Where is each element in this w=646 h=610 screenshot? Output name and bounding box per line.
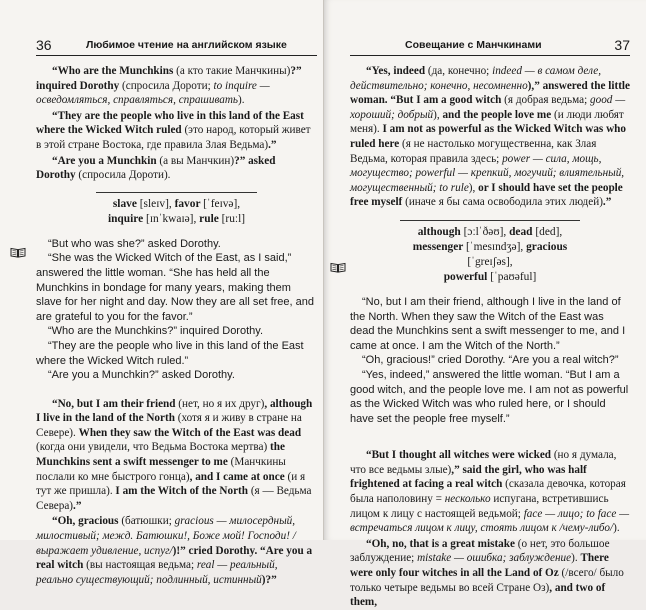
text-run: ), xyxy=(433,108,443,121)
text-run: powerful xyxy=(443,270,491,283)
text-run: [ruːl] xyxy=(221,212,246,225)
text-run: [ˈgreɪʃəs], xyxy=(467,255,513,268)
text-run: real — реальный, реально существующий; подлинный, истинный xyxy=(36,559,278,586)
right-running-title: Совещание с Манчкинами xyxy=(405,39,542,51)
text-run: gracious — милосердный, милостивый; межд. Батюшки!, Боже мой! Господи! /выражает удивление, испуг/ xyxy=(36,515,296,557)
vocab-line xyxy=(96,197,257,212)
text-run: (когда они увидели, что Ведьма Востока мертва) xyxy=(36,441,270,454)
text-run: There were only four witches in all the Land of Oz xyxy=(350,552,609,580)
text-run: “No, but I am their friend xyxy=(52,397,179,410)
paragraph xyxy=(36,64,317,108)
text-run: “Are you a Munchkin xyxy=(52,154,160,167)
text-run: )?” xyxy=(261,573,277,586)
text-run: испугана, встретившись лицом к лицу с настоящей ведьмой; xyxy=(350,493,609,520)
paragraph xyxy=(36,514,317,587)
text-run: (а кто такие Манчкины) xyxy=(176,65,291,77)
right-page-number: 37 xyxy=(614,37,630,53)
text-run: favor xyxy=(174,197,204,210)
right-vocabulary-box xyxy=(400,220,580,285)
text-run: несколько xyxy=(444,493,491,506)
text-run: (хотя я и живу в стране на Севере). xyxy=(36,412,302,439)
english-paragraph: “Oh, gracious!” cried Dorothy. “Are you a real witch?” xyxy=(362,354,619,367)
text-run: “Oh, gracious xyxy=(52,515,122,528)
text-run: .” xyxy=(602,196,612,209)
left-running-title: Любимое чтение на английском языке xyxy=(86,39,287,51)
text-run: and the people love me xyxy=(442,108,555,121)
text-run: ,” said the girl, who was half frightened at facing a real witch xyxy=(350,463,587,491)
right-running-header xyxy=(350,33,630,56)
right-annotated-text-1 xyxy=(350,64,630,210)
text-run: ). xyxy=(238,94,245,107)
text-run: , and two of them, xyxy=(350,581,606,609)
text-run: , although I live in the land of the North xyxy=(36,397,313,425)
text-run: .” xyxy=(73,499,82,512)
text-run: I am the Witch of the North xyxy=(115,485,251,498)
open-book-icon xyxy=(330,262,346,273)
paragraph xyxy=(350,537,630,610)
text-run: (сказала девочка, которая была наполовину = xyxy=(350,478,626,506)
paragraph xyxy=(36,109,317,153)
english-paragraph: “Are you a Munchkin?” asked Dorothy. xyxy=(48,369,235,382)
right-english-original xyxy=(350,295,630,426)
text-run: (я — Ведьма Севера) xyxy=(36,485,312,512)
text-run: indeed — в самом деле, действительно; конечно, несомненно xyxy=(350,65,602,92)
text-run: (я не настолько могущественна, как Злая Ведьма, которая правила здесь; xyxy=(350,137,597,165)
text-run: [sleɪv], xyxy=(139,197,175,210)
text-run: [ˈmesɪndʒə], xyxy=(466,240,527,253)
text-run: (но я думала, что все ведьмы злые) xyxy=(350,449,617,476)
paragraph xyxy=(350,448,630,536)
right-annotated-text-2 xyxy=(350,448,630,610)
text-run: [ɔːlˈðəʊ], xyxy=(463,225,510,238)
text-run: (батюшки; xyxy=(121,515,175,528)
open-book-icon xyxy=(10,247,26,258)
text-run: “They are the people who live in this land of the East where the Wicked Witch ruled xyxy=(36,109,304,137)
text-run: (/всего/ было только четыре ведьмы во всей Стране Оз) xyxy=(350,567,624,594)
text-run: [ded], xyxy=(535,225,563,238)
vocab-line xyxy=(96,212,257,227)
text-run: “But I thought all witches were wicked xyxy=(366,449,554,462)
text-run: [ɪnˈkwaɪə], xyxy=(146,212,200,225)
text-run: inquire xyxy=(107,212,147,225)
english-paragraph: “But who was she?” asked Dorothy. xyxy=(48,237,221,250)
paragraph xyxy=(36,397,317,514)
text-run: (да, конечно; xyxy=(427,65,493,77)
left-annotated-text-1 xyxy=(36,64,317,183)
english-paragraph: “Who are the Munchkins?” inquired Dorothy. xyxy=(48,325,264,338)
text-run: (о нет, это большое заблуждение; xyxy=(350,537,610,565)
left-page-number: 36 xyxy=(36,37,52,53)
text-run: slave xyxy=(112,197,140,210)
text-run: (спросила Дороти; xyxy=(122,79,214,92)
text-run: gracious xyxy=(526,240,568,253)
text-run: although xyxy=(417,225,464,238)
text-run: to inquire — осведомляться, справляться, спрашивать xyxy=(36,79,270,107)
text-run: (и я тут же пришла). xyxy=(36,470,306,498)
text-run: mistake — ошибка; заблуждение xyxy=(417,552,572,565)
text-run: (нет, но я их друг) xyxy=(178,397,265,410)
text-run: (а вы Манчкин) xyxy=(159,154,235,167)
text-run: (Манчкины послали ко мне быстрого гонца) xyxy=(36,456,286,483)
text-run: “Oh, no, that is a great mistake xyxy=(366,537,518,550)
english-paragraph: “She was the Wicked Witch of the East, as I said,” answered the little woman. “She has held all the Munchkins in bondage for many years, making them slave for her night and day. Now they are all set free, and are grateful to you for the favor.” xyxy=(36,252,315,323)
text-run: (и люди любят меня). xyxy=(350,108,624,136)
text-run: rule xyxy=(199,212,222,225)
english-paragraph: “They are the people who live in this land of the East where the Wicked Witch ruled.” xyxy=(36,339,304,367)
text-run: , and I came at once xyxy=(189,470,288,483)
text-run: messenger xyxy=(412,240,466,253)
text-run: ?” asked Dorothy xyxy=(36,154,276,182)
text-run: ),” answered the little woman. “But I am a good witch xyxy=(350,79,630,107)
left-running-header xyxy=(36,33,317,56)
english-paragraph: “Yes, indeed,” answered the little woman. “But I am a good witch, and the people love me. I am not as powerful as the Wicked Witch was who ruled here, or I should have set the people free myself.” xyxy=(350,368,629,425)
text-run: dead xyxy=(509,225,536,238)
text-run: )!” cried Dorothy. “Are you a real witch xyxy=(36,544,313,572)
text-run: ), xyxy=(468,181,479,194)
text-run: power — сила, мощь, могущество; powerful — крепкий, могучий; влиятельный, могущественный; to rule xyxy=(350,152,625,194)
left-annotated-text-2 xyxy=(36,397,317,588)
text-run: [ˈpaʊəful] xyxy=(490,270,537,283)
text-run: face — лицо; to face — встречаться лицом к лицу, стоять лицом к /чему-либо/ xyxy=(350,507,630,535)
vocab-line xyxy=(400,270,580,285)
english-paragraph: “No, but I am their friend, although I live in the land of the North. When they saw the Witch of the East was dead the Munchkins sent a swift messenger to me, and I came at once. I am the Witch of the North.” xyxy=(350,295,626,352)
paragraph xyxy=(350,64,630,210)
text-run: .” xyxy=(268,138,277,151)
vocab-line xyxy=(400,225,580,240)
left-english-original xyxy=(36,237,317,383)
text-run: ). xyxy=(613,522,620,535)
text-run: ). xyxy=(571,552,581,565)
text-run: (это народ, который живет в этой стране Востока, где правила Злая Ведьма) xyxy=(36,124,311,151)
paragraph xyxy=(36,154,317,183)
text-run: When they saw the Witch of the East was dead xyxy=(78,426,302,439)
text-run: “Who are the Munchkins xyxy=(52,65,177,77)
right-page xyxy=(323,0,646,609)
text-run: (я добрая ведьма; xyxy=(504,94,591,107)
left-vocabulary-box xyxy=(96,192,257,227)
text-run: good — хороший; добрый xyxy=(350,94,626,121)
text-run: (вы настоящая ведьма; xyxy=(86,559,197,572)
text-run: the Munchkins sent a swift messenger to me xyxy=(36,441,285,469)
text-run: [ˈfeɪvə], xyxy=(203,197,241,210)
text-run: I am not as powerful as the Wicked Witch was who ruled here xyxy=(350,123,626,150)
text-run: ?” inquired Dorothy xyxy=(36,65,302,92)
vocab-line xyxy=(400,240,580,270)
text-run: (иначе я бы сама освободила этих людей) xyxy=(405,196,603,209)
left-page xyxy=(0,0,323,586)
text-run: “Yes, indeed xyxy=(366,65,428,77)
text-run: (спросила Дороти). xyxy=(78,169,171,182)
text-run: or I should have set the people free myself xyxy=(350,181,623,209)
